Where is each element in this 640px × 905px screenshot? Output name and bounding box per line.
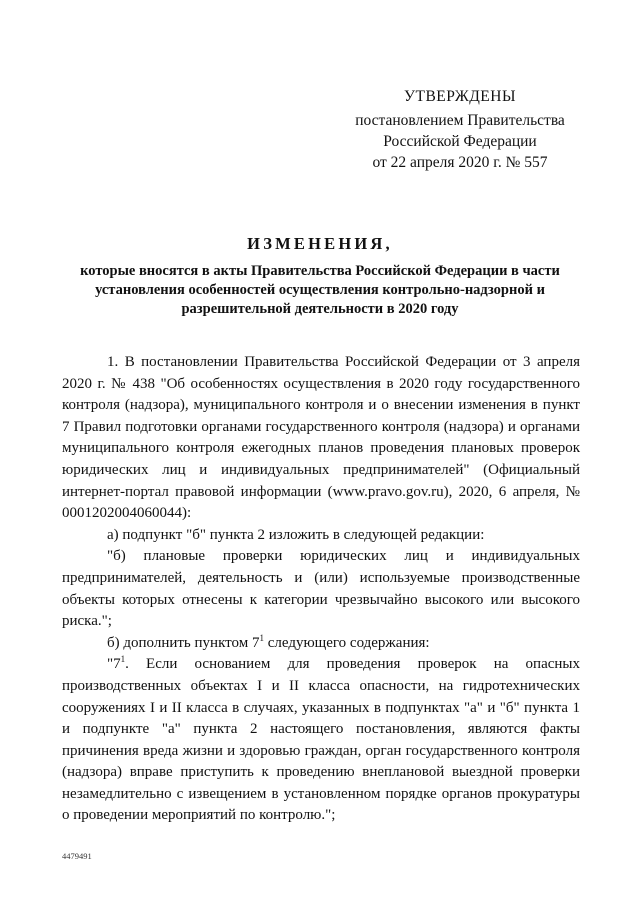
paragraph-4 [62,633,580,655]
paragraph-4-text-a: б) дополнить пунктом 7 [107,634,260,651]
approval-line-3: от 22 апреля 2020 г. № 557 [372,154,548,171]
paragraph-5-superscript: 1 [120,654,126,665]
paragraph-4-text-b: следующего содержания: [263,634,430,651]
document-subtitle: которые вносятся в акты Правительства Российской Федерации в части установления особенностей осуществления контрольно-надзорной и разрешительной деятельности в 2020 году [80,263,560,317]
document-title: ИЗМЕНЕНИЯ, [247,234,393,253]
document-code: 4479491 [62,851,92,861]
paragraph-5-text-b: . Если основанием для проведения проверок на опасных производственных объектах I и II класса опасности, на гидротехнических сооружениях I и II класса в случаях, указанных в подпунктах "а" и "б" пункта 1 и подпункте "а" пункта 2 настоящего постановления, являются факты причинения вреда жизни и здоровью граждан, орган государственного контроля (надзора) вправе приступить к проведению внеплановой выездной проверки незамедлительно с извещением в установленном порядке органов прокуратуры о проведении мероприятий по контролю."; [62,656,580,824]
paragraph-1: 1. В постановлении Правительства Российской Федерации от 3 апреля 2020 г. № 438 "Об особенностях осуществления в 2020 году государственного контроля (надзора), муниципального контроля и о внесении изменения в пункт 7 Правил подготовки органами государственного контроля (надзора) и органами муниципального контроля ежегодных планов проведения плановых проверок юридических лиц и индивидуальных предпринимателей" (Официальный интернет-портал правовой информации (www.pravo.gov.ru), 2020, 6 апреля, № 0001202004060044): [62,354,580,522]
paragraph-5-text-a: "7 [107,656,121,673]
paragraph-5 [62,654,580,827]
approval-line-1: постановлением Правительства [355,112,565,129]
approval-line-2: Российской Федерации [383,133,537,150]
paragraph-2: а) подпункт "б" пункта 2 изложить в следующей редакции: [107,526,485,543]
approval-heading: УТВЕРЖДЕНЫ [404,88,516,105]
document-body [62,352,580,827]
paragraph-3: "б) плановые проверки юридических лиц и индивидуальных предпринимателей, деятельность и (или) используемые производственные объекты которых отнесены к категории чрезвычайно высокого или высокого риска."; [62,548,580,630]
approval-block [330,86,590,173]
paragraph-4-superscript: 1 [259,632,264,643]
